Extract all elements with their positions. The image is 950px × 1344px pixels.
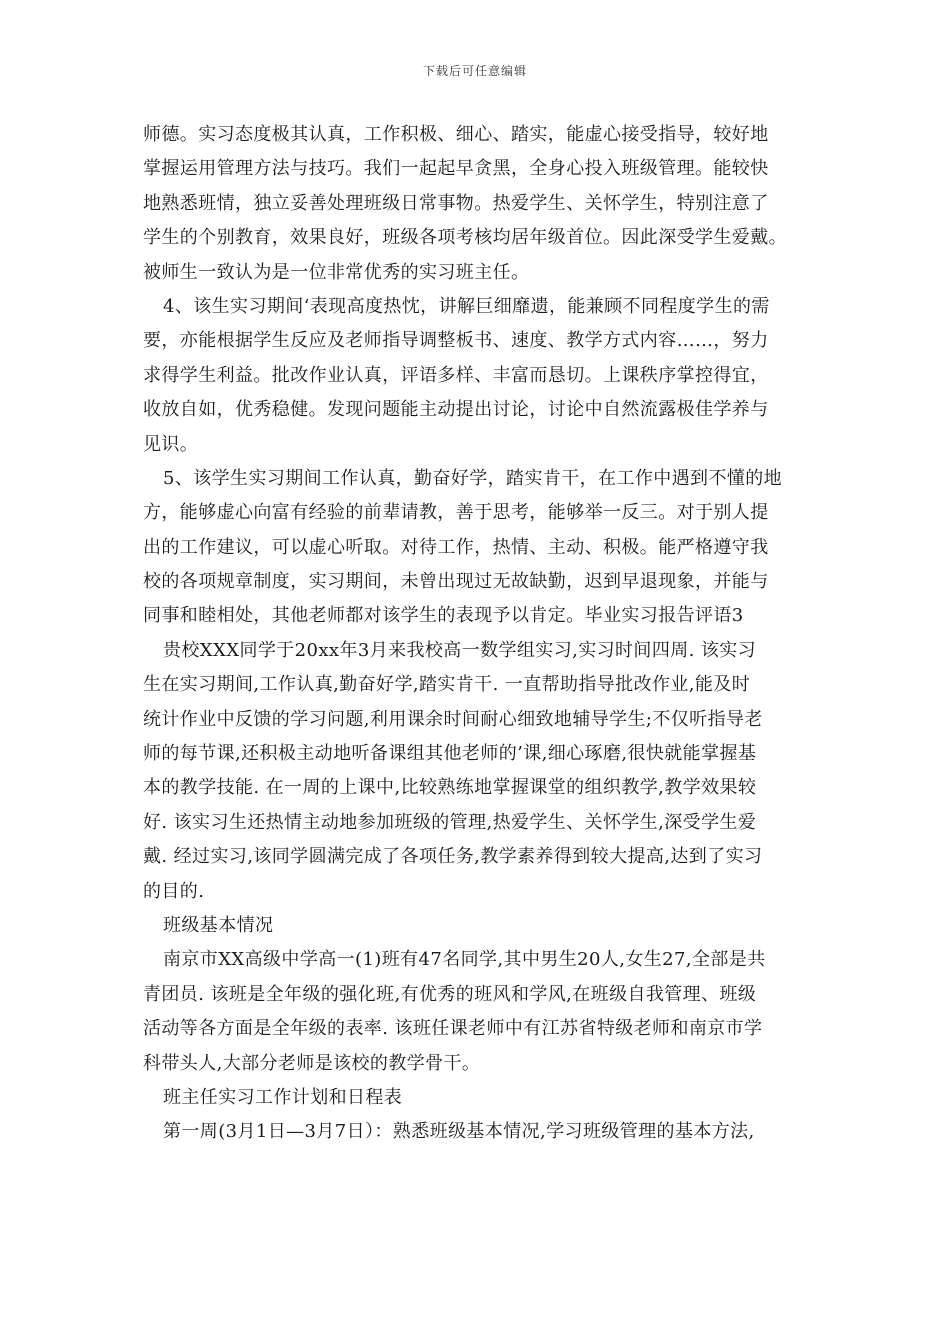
text-line: 同事和睦相处，其他老师都对该学生的表现予以肯定。毕业实习报告评语3 <box>143 605 744 627</box>
text-line: 科带头人,大部分老师是该校的教学骨干。 <box>143 1052 481 1074</box>
text-line: 生在实习期间,工作认真,勤奋好学,踏实肯干. 一直帮助指导批改作业,能及时 <box>143 674 751 696</box>
text-line: 师德。实习态度极其认真，工作积极、细心、踏实，能虚心接受指导，较好地 <box>143 124 769 145</box>
text-line: 的目的. <box>143 880 205 902</box>
page-header: 下载后可任意编辑 <box>422 64 527 78</box>
text-line: 南京市XX高级中学高一(1)班有47名同学,其中男生20人,女生27,全部是共 <box>163 949 766 971</box>
text-line: 求得学生利益。批改作业认真，评语多样、丰富而恳切。上课秩序掌控得宜， <box>143 364 769 386</box>
text-line: 出的工作建议，可以虚心听取。对待工作，热情、主动、积极。能严格遵守我 <box>143 536 769 558</box>
text-line: 第一周(3月1日—3月7日）：熟悉班级基本情况,学习班级管理的基本方法, <box>163 1121 755 1143</box>
text-line: 班主任实习工作计划和日程表 <box>163 1086 403 1108</box>
text-line: 戴. 经过实习,该同学圆满完成了各项任务,教学素养得到较大提高,达到了实习 <box>143 846 763 868</box>
text-line: 地熟悉班情，独立妥善处理班级日常事物。热爱学生、关怀学生，特别注意了 <box>143 192 769 214</box>
text-line: 方，能够虚心向富有经验的前辈请教，善于思考，能够举一反三。对于别人提 <box>143 502 769 524</box>
text-line: 被师生一致认为是一位非常优秀的实习班主任。 <box>143 261 530 283</box>
text-line: 5、该学生实习期间工作认真，勤奋好学，踏实肯干，在工作中遇到不懂的地 <box>163 467 783 489</box>
text-line: 青团员. 该班是全年级的强化班,有优秀的班风和学风,在班级自我管理、班级 <box>143 983 757 1005</box>
text-line: 学生的个别教育，效果良好，班级各项考核均居年级首位。因此深受学生爱戴。 <box>143 227 787 249</box>
text-line: 4、该生实习期间‘表现高度热忱，讲解巨细靡遗，能兼顾不同程度学生的需 <box>163 295 770 317</box>
text-line: 见识。 <box>143 433 199 455</box>
text-line: 要，亦能根据学生反应及老师指导调整板书、速度、教学方式内容……，努力 <box>143 330 769 352</box>
text-line: 好. 该实习生还热情主动地参加班级的管理,热爱学生、关怀学生,深受学生爱 <box>143 811 757 833</box>
text-line: 收放自如，优秀稳健。发现问题能主动提出讨论，讨论中自然流露极佳学养与 <box>143 399 769 421</box>
text-line: 班级基本情况 <box>163 914 274 936</box>
text-line: 统计作业中反馈的学习问题,利用课余时间耐心细致地辅导学生;不仅听指导老 <box>143 708 763 730</box>
document-body <box>143 118 823 1150</box>
text-line: 活动等各方面是全年级的表率. 该班任课老师中有江苏省特级老师和南京市学 <box>143 1018 763 1040</box>
text-line: 师的每节课,还积极主动地听备课组其他老师的’课,细心琢磨,很快就能掌握基 <box>143 743 757 765</box>
text-line: 贵校XXX同学于20xx年3月来我校高一数学组实习,实习时间四周. 该实习 <box>163 639 757 661</box>
text-line: 本的教学技能. 在一周的上课中,比较熟练地掌握课堂的组织教学,教学效果较 <box>143 777 757 799</box>
text-line: 校的各项规章制度，实习期间，未曾出现过无故缺勤，迟到早退现象，并能与 <box>143 571 769 593</box>
text-line: 掌握运用管理方法与技巧。我们一起起早贪黑，全身心投入班级管理。能较快 <box>143 158 769 180</box>
